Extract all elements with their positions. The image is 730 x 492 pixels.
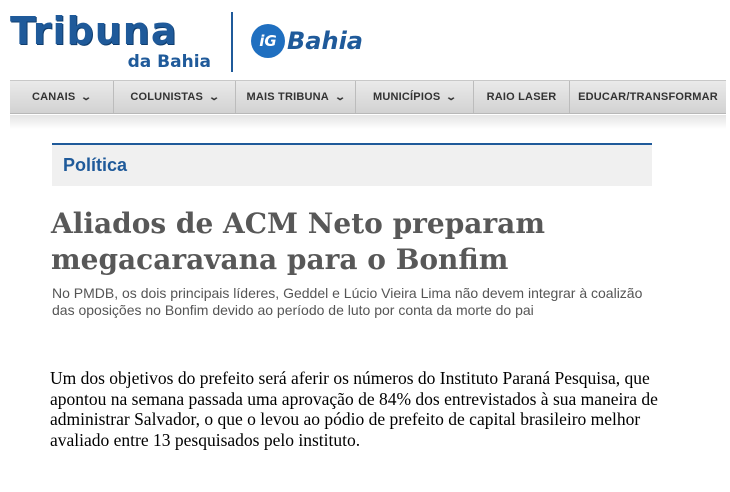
section-label[interactable]: Política (63, 155, 128, 175)
nav-shadow (10, 115, 726, 129)
chevron-down-icon: ⌄ (80, 91, 93, 103)
nav-item-raio-laser[interactable] (474, 81, 570, 113)
nav-item-canais[interactable] (10, 81, 114, 113)
nav-item-label: MUNICÍPIOS (373, 91, 441, 103)
nav-item-label: RAIO LASER (486, 91, 557, 103)
logo-sub-text: da Bahia (127, 52, 211, 72)
nav-item-educar-transformar[interactable] (570, 81, 726, 113)
ig-badge-icon: iG (251, 24, 285, 58)
article-headline: Aliados de ACM Neto preparam megacaravana para o Bonfim (51, 207, 545, 276)
partner-name: Bahia (287, 27, 363, 55)
nav-item-mais-tribuna[interactable] (236, 81, 356, 113)
nav-item-municipios[interactable] (356, 81, 474, 113)
chevron-down-icon: ⌄ (208, 91, 221, 103)
nav-item-label: EDUCAR/TRANSFORMAR (578, 91, 718, 103)
nav-item-label: MAIS TRIBUNA (246, 91, 329, 103)
ig-bahia-logo[interactable] (251, 22, 391, 62)
nav-item-label: COLUNISTAS (130, 91, 204, 103)
nav-item-label: CANAIS (32, 91, 76, 103)
nav-item-colunistas[interactable] (114, 81, 236, 113)
article-body: Um dos objetivos do prefeito será aferir os números do Instituto Paraná Pesquisa, que apontou na semana passada uma aprovação de 84% dos entrevistados à sua maneira de administrar Salvador, o que o levou ao pódio de prefeito de capital brasileiro melhor avaliado entre 13 pesquisados pelo instituto. (50, 368, 658, 450)
article-subtitle: No PMDB, os dois principais líderes, Geddel e Lúcio Vieira Lima não devem integrar à coalizão das oposições no Bonfim devido ao período de luto por conta da morte do pai (52, 285, 643, 318)
tribuna-logo[interactable] (10, 10, 215, 70)
section-bar (52, 143, 652, 186)
chevron-down-icon: ⌄ (334, 91, 347, 103)
chevron-down-icon: ⌄ (445, 91, 458, 103)
logo-main-text: Tribuna (10, 9, 178, 53)
main-nav (10, 80, 726, 114)
logo-divider (231, 12, 233, 72)
